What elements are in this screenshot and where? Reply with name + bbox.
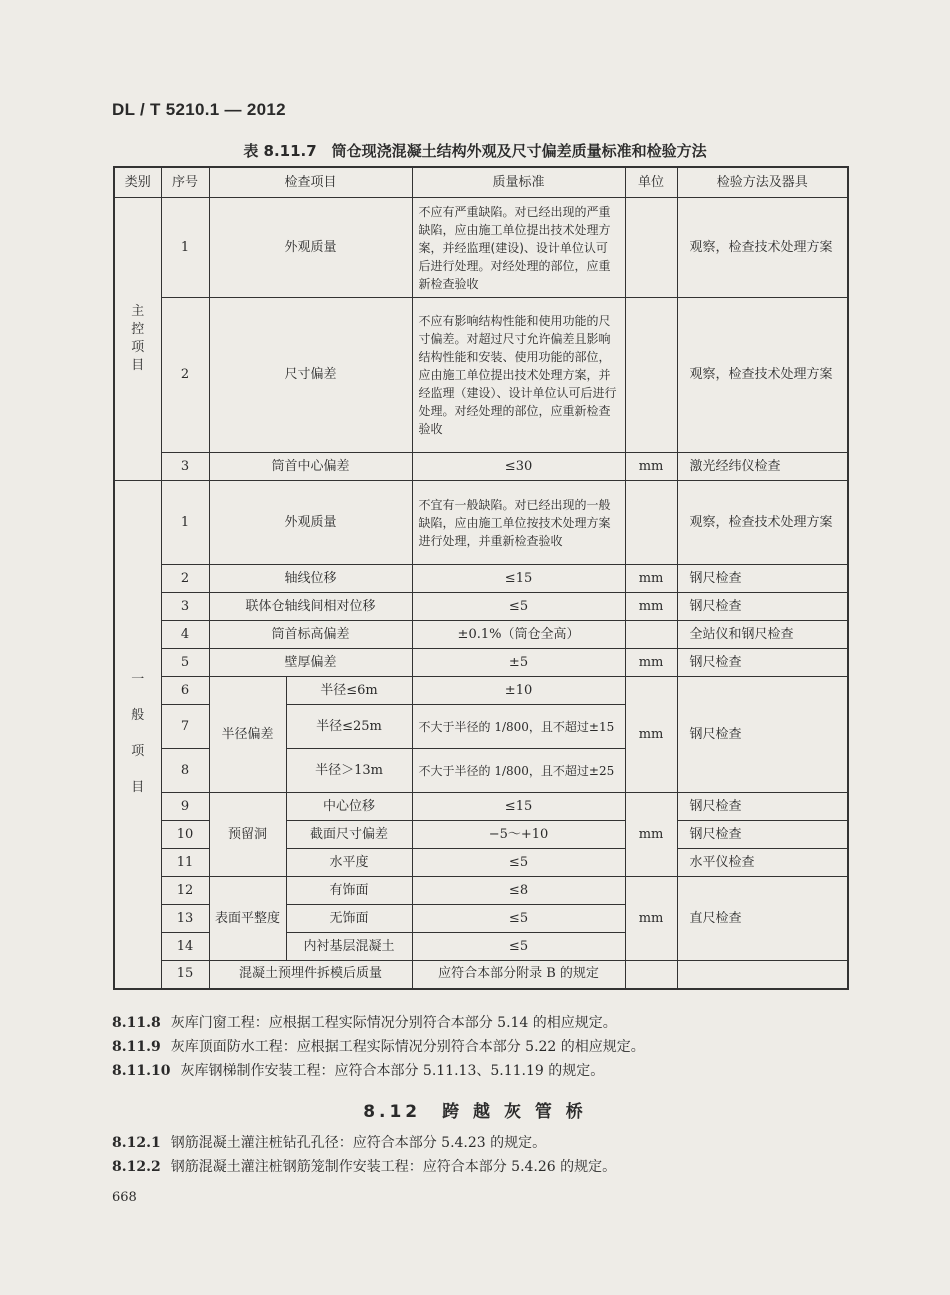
table-row: 2 轴线位移 ≤15 mm 钢尺检查 [114,565,848,593]
table-row: 9 预留洞 中心位移 ≤15 mm 钢尺检查 [114,793,848,821]
clause-8-12-1: 8.12.1 钢筋混凝土灌注桩钻孔孔径：应符合本部分 5.4.23 的规定。 [112,1135,547,1151]
group-surface-flatness: 表面平整度 [209,877,286,961]
table-row: 7 半径≤25m 不大于半径的 1/800，且不超过±15 [114,705,848,749]
table-row: 3 联体仓轴线间相对位移 ≤5 mm 钢尺检查 [114,593,848,621]
category-general: 一 般 项 目 [114,481,161,989]
header-method: 检验方法及器具 [677,167,848,198]
category-main-control: 主 控 项 目 [114,198,161,481]
table-row: 4 筒首标高偏差 ±0.1%（筒仓全高） 全站仪和钢尺检查 [114,621,848,649]
group-radius: 半径偏差 [209,677,286,793]
group-reserved-hole: 预留洞 [209,793,286,877]
clause-8-11-8: 8.11.8 灰库门窗工程：应根据工程实际情况分别符合本部分 5.14 的相应规定。 [112,1015,617,1031]
table-row: 12 表面平整度 有饰面 ≤8 mm 直尺检查 [114,877,848,905]
table-row: 14 内衬基层混凝土 ≤5 [114,933,848,961]
table-title: 表 8.11.7 筒仓现浇混凝土结构外观及尺寸偏差质量标准和检验方法 [243,142,707,160]
table-row: 10 截面尺寸偏差 −5～+10 钢尺检查 [114,821,848,849]
table-row: 6 半径偏差 半径≤6m ±10 mm 钢尺检查 [114,677,848,705]
header-unit: 单位 [625,167,677,198]
table-row: 11 水平度 ≤5 水平仪检查 [114,849,848,877]
header-category: 类别 [114,167,161,198]
table-row: 主 控 项 目 1 外观质量 不应有严重缺陷。对已经出现的严重缺陷，应由施工单位提出技术处理方案，并经监理(建设)、设计单位认可后进行处理。对经处理的部位，应重新检查验收 观察，检查技术处理方案 [114,198,848,298]
table-row: 5 壁厚偏差 ±5 mm 钢尺检查 [114,649,848,677]
table-row: 3 筒首中心偏差 ≤30 mm 激光经纬仪检查 [114,453,848,481]
table-header-row [114,167,848,198]
table-row: 一 般 项 目 1 外观质量 不宜有一般缺陷。对已经出现的一般缺陷，应由施工单位按技术处理方案进行处理，并重新检查验收 观察，检查技术处理方案 [114,481,848,565]
document-code: DL / T 5210.1 — 2012 [112,100,286,119]
clause-8-12-2: 8.12.2 钢筋混凝土灌注桩钢筋笼制作安装工程：应符合本部分 5.4.26 的规定。 [112,1159,617,1175]
clause-8-11-9: 8.11.9 灰库顶面防水工程：应根据工程实际情况分别符合本部分 5.22 的相应规定。 [112,1039,645,1055]
table-row: 15 混凝土预埋件拆模后质量 应符合本部分附录 B 的规定 [114,961,848,989]
table-row: 8 半径＞13m 不大于半径的 1/800，且不超过±25 [114,749,848,793]
table-row: 13 无饰面 ≤5 [114,905,848,933]
header-number: 序号 [161,167,209,198]
header-quality-standard: 质量标准 [412,167,625,198]
quality-standard-table [113,166,849,990]
clause-8-11-10: 8.11.10 灰库钢梯制作安装工程：应符合本部分 5.11.13、5.11.19 的规定。 [112,1063,605,1079]
table-row: 2 尺寸偏差 不应有影响结构性能和使用功能的尺寸偏差。对超过尺寸允许偏差且影响结构性能和安装、使用功能的部位，应由施工单位提出技术处理方案，并经监理（建设）、设计单位认可后进行处理。对经处理的部位，应重新检查验收 观察，检查技术处理方案 [114,298,848,453]
header-check-item: 检查项目 [209,167,412,198]
page-number: 668 [112,1190,137,1205]
section-heading: 8.12 跨 越 灰 管 桥 [363,1102,587,1122]
